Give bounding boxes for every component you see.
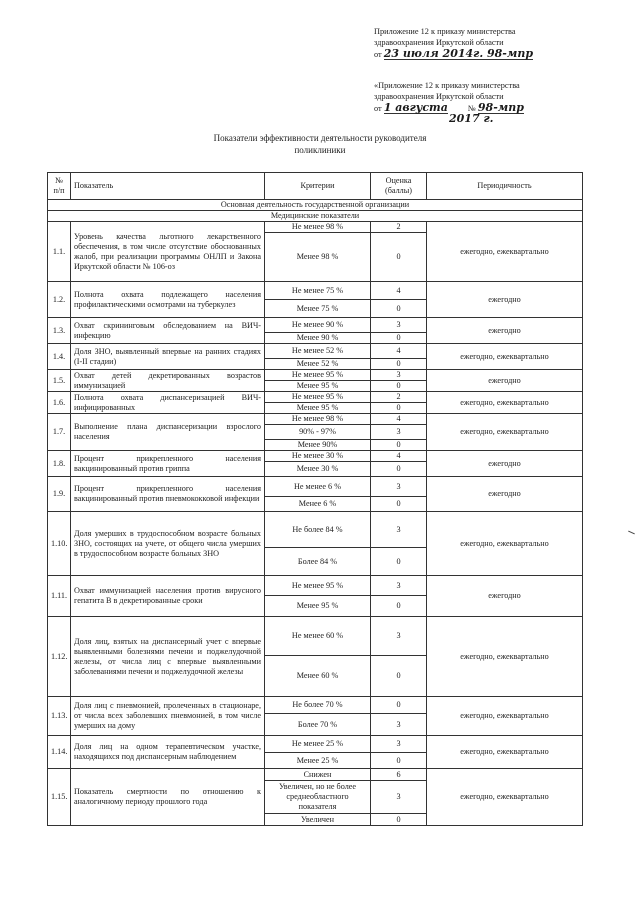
score-cell: 0: [371, 300, 427, 318]
order-date-2: от 1 августа № 98-мпр 2017 г.: [374, 102, 584, 123]
order-reference-1: [374, 26, 584, 60]
criteria-cell: Более 70 %: [265, 714, 371, 736]
table-row: [48, 344, 583, 359]
row-number: 1.6.: [48, 392, 71, 414]
periodicity-cell: ежегодно, ежеквартально: [427, 697, 583, 736]
indicator-text: Процент прикрепленного населения вакцинированный против гриппа: [71, 451, 265, 477]
subsection-title: Медицинские показатели: [48, 211, 583, 222]
title-line-1: Показатели эффективности деятельности руководителя: [213, 133, 427, 143]
table-row: [48, 370, 583, 381]
row-number: 1.1.: [48, 222, 71, 282]
order-date-1: от 23 июля 2014г. 98-мпр: [374, 47, 534, 60]
score-cell: 3: [371, 617, 427, 656]
score-cell: 3: [371, 576, 427, 596]
indicator-text: Полнота охвата диспансеризацией ВИЧ-инфицированных: [71, 392, 265, 414]
criteria-cell: Не менее 95 %: [265, 576, 371, 596]
periodicity-cell: ежегодно, ежеквартально: [427, 769, 583, 826]
indicator-text: Доля умерших в трудоспособном возрасте больных ЗНО, состоящих на учете, от общего числа умерших в трудоспособном возрасте больных ЗНО: [71, 512, 265, 576]
row-number: 1.4.: [48, 344, 71, 370]
criteria-cell: Не менее 90 %: [265, 318, 371, 333]
criteria-cell: Увеличен, но не более среднеобластного показателя: [265, 781, 371, 814]
criteria-cell: Менее 90 %: [265, 333, 371, 344]
periodicity-cell: ежегодно, ежеквартально: [427, 512, 583, 576]
criteria-cell: Не менее 52 %: [265, 344, 371, 359]
score-cell: 3: [371, 736, 427, 753]
row-number: 1.7.: [48, 414, 71, 451]
criteria-cell: Не менее 98 %: [265, 414, 371, 425]
row-number: 1.14.: [48, 736, 71, 769]
criteria-cell: Менее 95 %: [265, 403, 371, 414]
score-cell: 3: [371, 370, 427, 381]
table-row: [48, 576, 583, 596]
subsection-row: [48, 211, 583, 222]
score-cell: 2: [371, 392, 427, 403]
order-line-4: здравоохранения Иркутской области: [374, 92, 504, 101]
indicator-text: Выполнение плана диспансеризации взрослого населения: [71, 414, 265, 451]
score-cell: 0: [371, 697, 427, 714]
table-row: [48, 392, 583, 403]
criteria-cell: Не менее 30 %: [265, 451, 371, 462]
criteria-cell: Менее 25 %: [265, 753, 371, 769]
row-number: 1.3.: [48, 318, 71, 344]
score-cell: 4: [371, 282, 427, 300]
table-row: [48, 282, 583, 300]
score-cell: 6: [371, 769, 427, 781]
score-cell: 0: [371, 548, 427, 576]
criteria-cell: Не более 84 %: [265, 512, 371, 548]
row-number: 1.2.: [48, 282, 71, 318]
score-cell: 3: [371, 714, 427, 736]
criteria-cell: Не менее 95 %: [265, 370, 371, 381]
criteria-cell: 90% - 97%: [265, 425, 371, 440]
score-cell: 3: [371, 318, 427, 333]
table-row: [48, 222, 583, 233]
table-row: [48, 769, 583, 781]
table-row: [48, 451, 583, 462]
margin-mark: [628, 531, 635, 535]
periodicity-cell: ежегодно, ежеквартально: [427, 414, 583, 451]
score-cell: 0: [371, 814, 427, 826]
indicator-text: Охват детей декретированных возрастов иммунизацией: [71, 370, 265, 392]
score-cell: 0: [371, 381, 427, 392]
score-cell: 3: [371, 477, 427, 497]
table-row: [48, 617, 583, 656]
periodicity-cell: ежегодно: [427, 318, 583, 344]
indicator-text: Доля лиц, взятых на диспансерный учет с впервые выявленными болезнями печени и поджелудочной железы, от числа лиц с впервые выявленными заболеваниями печени и поджелудочной железы: [71, 617, 265, 697]
indicator-text: Охват скрининговым обследованием на ВИЧ-инфекцию: [71, 318, 265, 344]
handwritten-number-2: 98-мпр: [477, 101, 524, 114]
score-cell: 4: [371, 414, 427, 425]
score-cell: 0: [371, 596, 427, 617]
periodicity-cell: ежегодно: [427, 576, 583, 617]
criteria-cell: Менее 6 %: [265, 497, 371, 512]
indicator-text: Уровень качества льготного лекарственного обеспечения, в том числе отсутствие обоснованных жалоб, при реализации программы ОНЛП и Закона Иркутской области № 106-оз: [71, 222, 265, 282]
row-number: 1.12.: [48, 617, 71, 697]
handwritten-date-1: 23 июля 2014г. 98-мпр: [383, 47, 534, 60]
score-cell: 0: [371, 333, 427, 344]
column-header: Периодичность: [427, 173, 583, 200]
row-number: 1.8.: [48, 451, 71, 477]
order-reference-2: [374, 80, 584, 123]
indicator-text: Доля ЗНО, выявленный впервые на ранних стадиях (I-II стадии): [71, 344, 265, 370]
periodicity-cell: ежегодно: [427, 370, 583, 392]
criteria-cell: Не более 70 %: [265, 697, 371, 714]
row-number: 1.13.: [48, 697, 71, 736]
score-cell: 0: [371, 656, 427, 697]
score-cell: 4: [371, 451, 427, 462]
periodicity-cell: ежегодно, ежеквартально: [427, 736, 583, 769]
criteria-cell: Менее 30 %: [265, 462, 371, 477]
score-cell: 0: [371, 233, 427, 282]
criteria-cell: Не менее 25 %: [265, 736, 371, 753]
periodicity-cell: ежегодно: [427, 282, 583, 318]
row-number: 1.9.: [48, 477, 71, 512]
criteria-cell: Менее 95 %: [265, 381, 371, 392]
periodicity-cell: ежегодно, ежеквартально: [427, 222, 583, 282]
table-row: [48, 318, 583, 333]
criteria-cell: Менее 95 %: [265, 596, 371, 617]
periodicity-cell: ежегодно: [427, 451, 583, 477]
row-number: 1.15.: [48, 769, 71, 826]
score-cell: 0: [371, 462, 427, 477]
handwritten-year-2: 2017 г.: [449, 112, 494, 125]
indicator-text: Показатель смертности по отношению к аналогичному периоду прошлого года: [71, 769, 265, 826]
section-row: [48, 200, 583, 211]
criteria-cell: Не менее 75 %: [265, 282, 371, 300]
order-line-1: Приложение 12 к приказу министерства: [374, 27, 516, 36]
score-cell: 0: [371, 403, 427, 414]
criteria-cell: Более 84 %: [265, 548, 371, 576]
indicators-table-wrap: [47, 172, 582, 826]
score-cell: 2: [371, 222, 427, 233]
criteria-cell: Не менее 98 %: [265, 222, 371, 233]
indicators-table: [47, 172, 583, 826]
handwritten-date-2: 1 августа: [383, 101, 448, 114]
table-header-row: [48, 173, 583, 200]
criteria-cell: Не менее 60 %: [265, 617, 371, 656]
row-number: 1.11.: [48, 576, 71, 617]
score-cell: 0: [371, 440, 427, 451]
order-line-2: здравоохранения Иркутской области: [374, 38, 504, 47]
periodicity-cell: ежегодно, ежеквартально: [427, 617, 583, 697]
column-header: Критерии: [265, 173, 371, 200]
indicator-text: Процент прикрепленного населения вакцинированный против пневмококковой инфекции: [71, 477, 265, 512]
column-header: Показатель: [71, 173, 265, 200]
order-line-3: «Приложение 12 к приказу министерства: [374, 81, 520, 90]
table-row: [48, 736, 583, 753]
criteria-cell: Менее 98 %: [265, 233, 371, 282]
indicator-text: Охват иммунизацией населения против вирусного гепатита В в декретированные сроки: [71, 576, 265, 617]
score-cell: 3: [371, 512, 427, 548]
score-cell: 0: [371, 753, 427, 769]
column-header: Оценка (баллы): [371, 173, 427, 200]
table-row: [48, 477, 583, 497]
score-cell: 3: [371, 425, 427, 440]
table-row: [48, 414, 583, 425]
criteria-cell: Увеличен: [265, 814, 371, 826]
table-row: [48, 697, 583, 714]
criteria-cell: Снижен: [265, 769, 371, 781]
criteria-cell: Не менее 6 %: [265, 477, 371, 497]
periodicity-cell: ежегодно, ежеквартально: [427, 392, 583, 414]
indicator-text: Полнота охвата подлежащего населения профилактическими осмотрами на туберкулез: [71, 282, 265, 318]
periodicity-cell: ежегодно: [427, 477, 583, 512]
title-line-2: поликлиники: [294, 145, 346, 155]
score-cell: 0: [371, 359, 427, 370]
table-row: [48, 512, 583, 548]
criteria-cell: Не менее 95 %: [265, 392, 371, 403]
periodicity-cell: ежегодно, ежеквартально: [427, 344, 583, 370]
indicator-text: Доля лиц на одном терапевтическом участке, находящихся под диспансерным наблюдением: [71, 736, 265, 769]
column-header: № п/п: [48, 173, 71, 200]
indicator-text: Доля лиц с пневмонией, пролеченных в стационаре, от числа всех заболевших пневмонией, в том числе умерших на дому: [71, 697, 265, 736]
row-number: 1.10.: [48, 512, 71, 576]
score-cell: 0: [371, 497, 427, 512]
document-title: [150, 132, 490, 156]
score-cell: 3: [371, 781, 427, 814]
criteria-cell: Менее 60 %: [265, 656, 371, 697]
criteria-cell: Менее 90%: [265, 440, 371, 451]
criteria-cell: Менее 52 %: [265, 359, 371, 370]
row-number: 1.5.: [48, 370, 71, 392]
criteria-cell: Менее 75 %: [265, 300, 371, 318]
score-cell: 4: [371, 344, 427, 359]
section-title: Основная деятельность государственной организации: [48, 200, 583, 211]
